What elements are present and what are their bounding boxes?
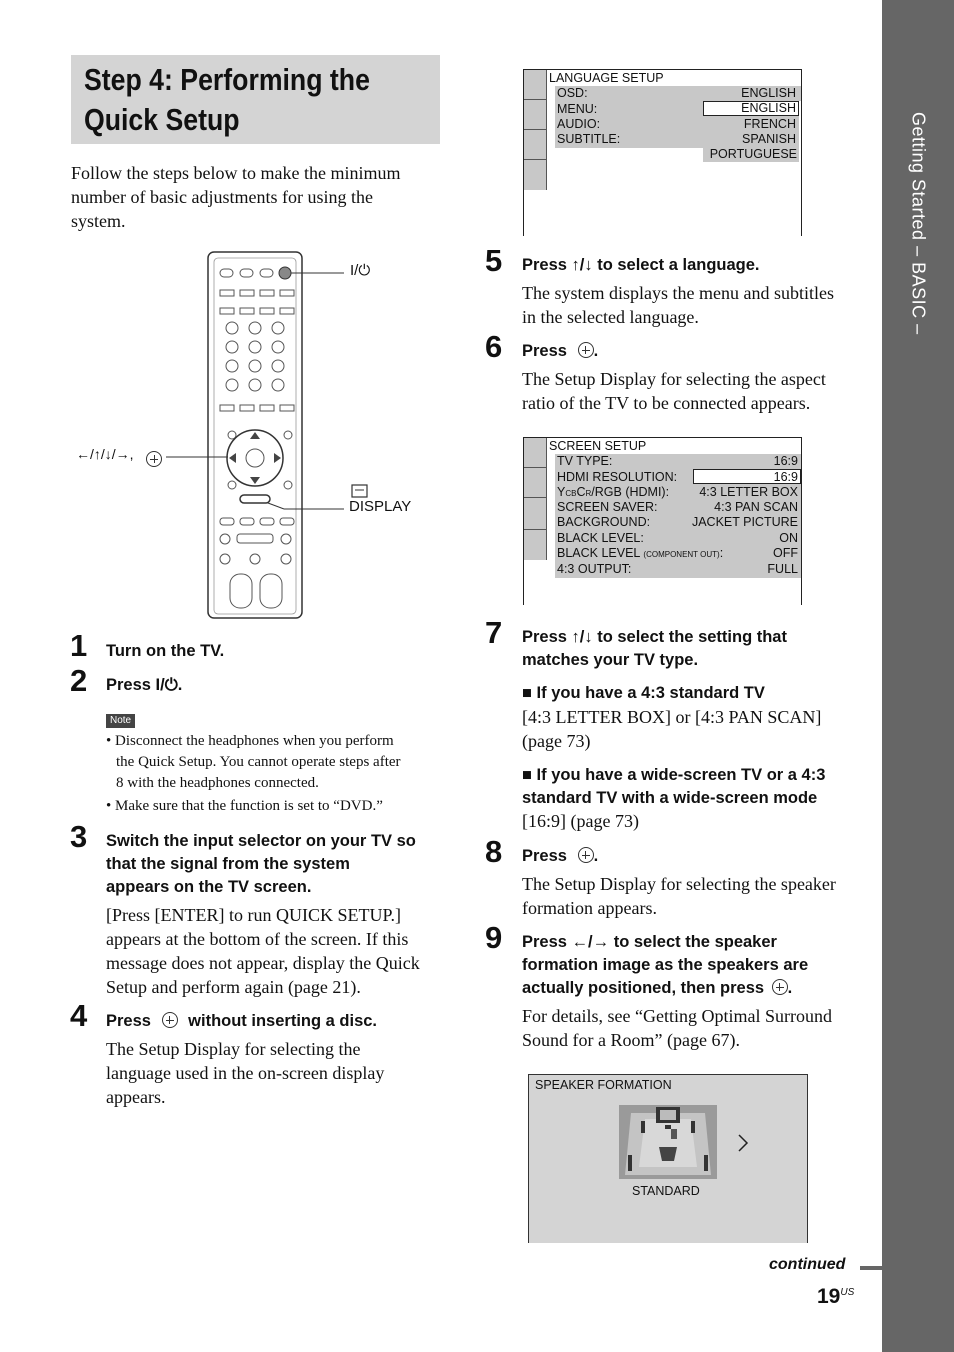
- enter-icon: [578, 342, 594, 358]
- language-option[interactable]: PORTUGUESE: [709, 147, 797, 161]
- power-button-label: I/⏻: [350, 262, 371, 279]
- enter-icon: [578, 847, 594, 863]
- enter-icon: [162, 1012, 178, 1028]
- language-option[interactable]: SPANISH: [742, 132, 796, 146]
- step-body: [16:9] (page 73): [522, 811, 639, 831]
- continued-label: continued: [769, 1256, 846, 1273]
- speaker-room-icon[interactable]: [619, 1105, 717, 1179]
- step-body: The Setup Display for selecting the aspect ratio of the TV to be connected appears.: [522, 369, 826, 413]
- continued-bar: [860, 1266, 882, 1270]
- step-heading: Press ↑/↓ to select a language.: [522, 256, 760, 274]
- enter-icon: [146, 451, 162, 467]
- step-body: The system displays the menu and subtitles in the selected language.: [522, 283, 834, 327]
- formation-caption: STANDARD: [632, 1184, 700, 1198]
- step-number: 8: [485, 834, 503, 869]
- step-number: 4: [70, 998, 88, 1033]
- enter-icon: [772, 979, 788, 995]
- subheading: ■ If you have a 4:3 standard TV: [522, 684, 765, 702]
- display-button-label: DISPLAY: [349, 498, 412, 515]
- page-number: $19^{US}$: [817, 1285, 855, 1308]
- step-body: [Press [ENTER] to run QUICK SETUP.] appears at the bottom of the screen. If this message does not appear, display the Quick Setup and perform again (page 21).: [106, 905, 420, 997]
- page-title: Step 4: Performing the Quick Setup: [84, 62, 370, 137]
- step-number: 5: [485, 243, 503, 278]
- tv-type-option[interactable]: 4:3 PAN SCAN: [714, 500, 798, 514]
- intro-text: Follow the steps below to make the minimum number of basic adjustments for using the system.: [71, 163, 401, 231]
- step-heading: Press .: [522, 342, 599, 360]
- osd-title: SPEAKER FORMATION: [535, 1078, 672, 1092]
- step-number: 9: [485, 920, 503, 955]
- osd-title: LANGUAGE SETUP: [549, 71, 664, 85]
- step-body: The Setup Display for selecting the speaker formation appears.: [522, 874, 836, 918]
- language-option[interactable]: ENGLISH: [741, 101, 796, 115]
- step-heading: Press ←/→ to select the speaker formation image as the speakers are actually positioned, then press .: [522, 933, 809, 997]
- step-number: 3: [70, 819, 88, 854]
- step-body: [4:3 LETTER BOX] or [4:3 PAN SCAN] (page 73): [522, 707, 822, 751]
- osd-current-value: ENGLISH: [741, 86, 796, 100]
- step-heading: Press I/⏻.: [106, 676, 183, 694]
- tv-type-option[interactable]: 4:3 LETTER BOX: [699, 485, 798, 499]
- language-setup-screen: LANGUAGE SETUP OSD: MENU: AUDIO: SUBTITLE: ENGLISH ENGLISH FRENCH SPANISH PORTUGUESE: [523, 69, 802, 236]
- step-number: 1: [70, 628, 88, 663]
- chevron-right-icon[interactable]: [737, 1133, 749, 1153]
- step-heading: Press without inserting a disc.: [106, 1012, 378, 1030]
- speaker-formation-screen: [528, 1074, 808, 1243]
- step-number: 2: [70, 663, 88, 698]
- step-body: The Setup Display for selecting the language used in the on-screen display appears.: [106, 1039, 385, 1107]
- subheading: ■ If you have a wide-screen TV or a 4:3 standard TV with a wide-screen mode: [522, 766, 826, 807]
- tv-type-option[interactable]: 16:9: [773, 470, 798, 484]
- step-heading: Switch the input selector on your TV so that the signal from the system appears on the TV screen.: [106, 832, 416, 896]
- step-heading: Press .: [522, 847, 599, 865]
- step-heading: Press ↑/↓ to select the setting that matches your TV type.: [522, 628, 787, 669]
- note-badge: Note: [106, 714, 135, 728]
- remote-illustration: [60, 250, 440, 620]
- screen-setup-screen: SCREEN SETUP TV TYPE: HDMI RESOLUTION: YCBCR/RGB (HDMI): SCREEN SAVER: BACKGROUND: BLACK LEVEL: BLACK LEVEL (COMPONENT OUT): 4:3 OUTPUT: 16:9 16:9 4:3 LETTER BOX 4:3 PAN SCAN JACKET PICTURE ON OFF FULL: [523, 437, 802, 605]
- section-label: Getting Started – BASIC –: [908, 112, 929, 335]
- step-body: For details, see “Getting Optimal Surround Sound for a Room” (page 67).: [522, 1006, 832, 1050]
- osd-title: SCREEN SETUP: [549, 439, 647, 453]
- note-list: • Disconnect the headphones when you perform the Quick Setup. You cannot operate steps after 8 with the headphones connected. • Make sure that the function is set to “DVD.”: [106, 733, 401, 814]
- step-number: 7: [485, 615, 503, 650]
- step-number: 6: [485, 329, 503, 364]
- arrow-buttons-label: ←/↑/↓/→,: [76, 446, 134, 462]
- step-heading: Turn on the TV.: [106, 642, 225, 660]
- language-option[interactable]: FRENCH: [743, 117, 796, 131]
